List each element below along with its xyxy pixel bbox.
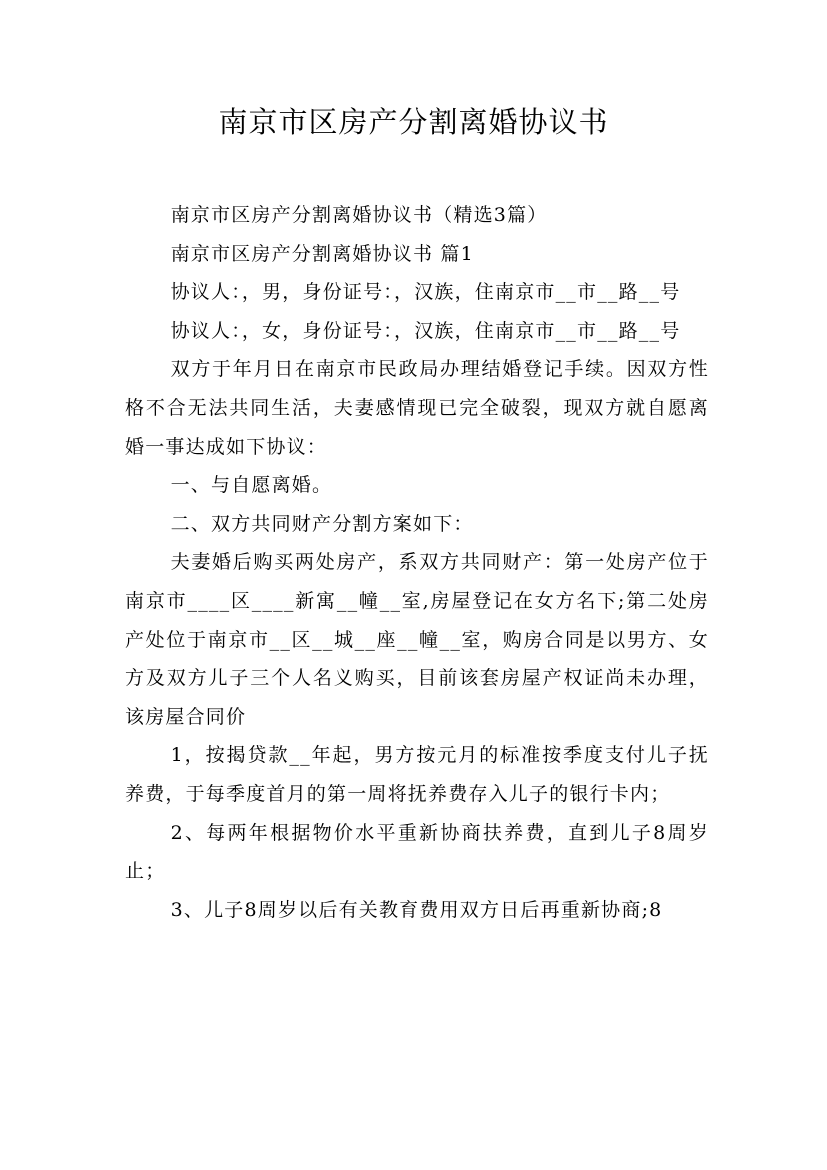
paragraph-clause-2: 二、双方共同财产分割方案如下：: [170, 512, 474, 535]
paragraph-clause-1: 一、与自愿离婚。: [170, 474, 333, 497]
paragraph-party-female: 协议人：，女，身份证号：，汉族，住南京市__市__路__号: [170, 319, 681, 342]
paragraph-marriage-background: 双方于年月日在南京市民政局办理结婚登记手续。因双方性格不合无法共同生活，夫妻感情现已完全破裂，现双方就自愿离婚一事达成如下协议：: [125, 358, 709, 458]
paragraph-item-1: 1，按揭贷款__年起，男方按元月的标准按季度支付儿子抚养费，于每季度首月的第一周将抚养费存入儿子的银行卡内；: [125, 744, 709, 805]
paragraph-item-3: 3、儿子8周岁以后有关教育费用双方日后再重新协商;8: [170, 898, 663, 921]
paragraph-party-male: 协议人：，男，身份证号：，汉族，住南京市__市__路__号: [170, 281, 681, 304]
document-body: [125, 196, 709, 929]
document-title: 南京市区房产分割离婚协议书: [218, 105, 609, 139]
paragraph-section-heading: 南京市区房产分割离婚协议书 篇1: [170, 242, 474, 265]
paragraph-subtitle: 南京市区房产分割离婚协议书（精选3篇）: [170, 204, 548, 226]
paragraph-item-2: 2、每两年根据物价水平重新协商扶养费，直到儿子8周岁止；: [125, 821, 709, 883]
paragraph-property-details: 夫妻婚后购买两处房产，系双方共同财产：第一处房产位于南京市____区____新寓__幢__室,房屋登记在女方名下;第二处房产处位于南京市__区__城__座__幢__室，购房合同是以男方、女方及双方儿子三个人名义购买，目前该套房屋产权证尚未办理，该房屋合同价: [125, 551, 709, 728]
